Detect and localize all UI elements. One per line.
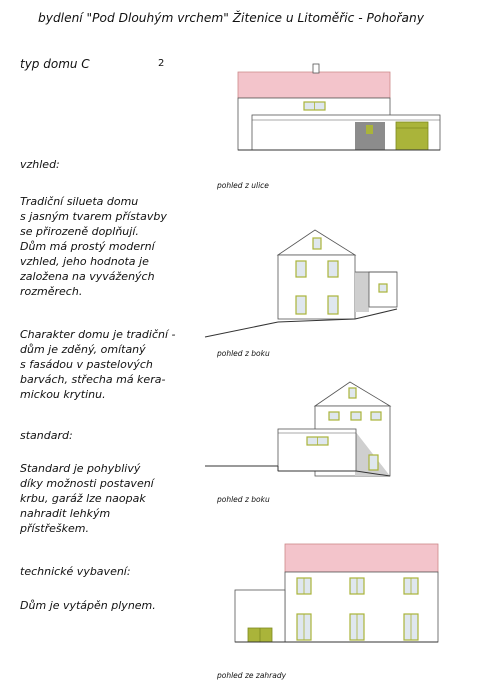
section-heading-appearance: vzhled: — [20, 158, 60, 171]
window — [313, 238, 321, 249]
caption-side-view-2: pohled z boku — [217, 495, 270, 504]
text-line: s jasným tvarem přístavby — [20, 210, 167, 223]
text-line: Tradiční silueta domu — [20, 195, 139, 208]
window — [328, 296, 338, 314]
caption-garden-view: pohled ze zahrady — [217, 671, 287, 680]
text-line: krbu, garáž lze naopak — [20, 492, 146, 505]
section-heading-standard: standard: — [20, 429, 73, 442]
annex-wall — [278, 429, 356, 471]
garage-door — [396, 122, 428, 150]
text-line: vzhled, jeho hodnota je — [20, 255, 149, 268]
elevation-garden-drawing — [200, 540, 460, 650]
caption-side-view-1: pohled z boku — [217, 349, 270, 358]
annex-shadow — [355, 272, 369, 312]
section-text-character — [20, 327, 195, 402]
window — [369, 455, 378, 470]
text-line: mickou krytinu. — [20, 388, 106, 401]
section-heading-equipment: technické vybavení: — [20, 565, 131, 578]
text-line: Charakter domu je tradiční - — [20, 328, 176, 341]
elevation-side2-drawing — [200, 378, 460, 488]
house-wall — [278, 255, 355, 319]
window — [329, 412, 339, 420]
window — [349, 388, 356, 398]
elevation-side1-drawing — [200, 225, 460, 340]
roof — [285, 544, 438, 572]
window — [351, 412, 361, 420]
elevation-street-drawing — [200, 60, 460, 160]
section-text-appearance — [20, 194, 195, 299]
text-line: dům je zděný, omítaný — [20, 343, 146, 356]
text-line: s fasádou v pastelových — [20, 358, 153, 371]
text-line: nahradit lehkým — [20, 507, 111, 520]
ground-line — [205, 322, 278, 337]
window — [379, 284, 387, 292]
window — [328, 261, 338, 277]
door-window — [366, 125, 373, 134]
page-number: 2 — [158, 58, 165, 69]
window — [296, 296, 306, 314]
text-line: Dům je vytápěn plynem. — [20, 599, 156, 612]
section-text-standard — [20, 461, 195, 536]
roof — [238, 72, 390, 98]
chimney — [313, 64, 319, 73]
page-title: bydlení "Pod Dlouhým vrchem" Žitenice u Litoměřic - Pohořany — [38, 11, 424, 25]
house-type-label: typ domu C — [20, 57, 90, 71]
section-text-equipment — [20, 598, 195, 613]
text-line: se přirozeně doplňují. — [20, 225, 139, 238]
text-line: Standard je pohyblivý — [20, 462, 141, 475]
text-line: přístřeškem. — [20, 522, 89, 535]
text-line: založena na vyvážených — [20, 270, 155, 283]
window — [371, 412, 381, 420]
window — [296, 261, 306, 277]
text-line: barvách, střecha má kera- — [20, 373, 166, 386]
text-line: rozměrech. — [20, 285, 83, 298]
caption-street-view: pohled z ulice — [217, 181, 269, 190]
text-line: díky možnosti postavení — [20, 477, 154, 490]
text-line: Dům má prostý moderní — [20, 240, 155, 253]
